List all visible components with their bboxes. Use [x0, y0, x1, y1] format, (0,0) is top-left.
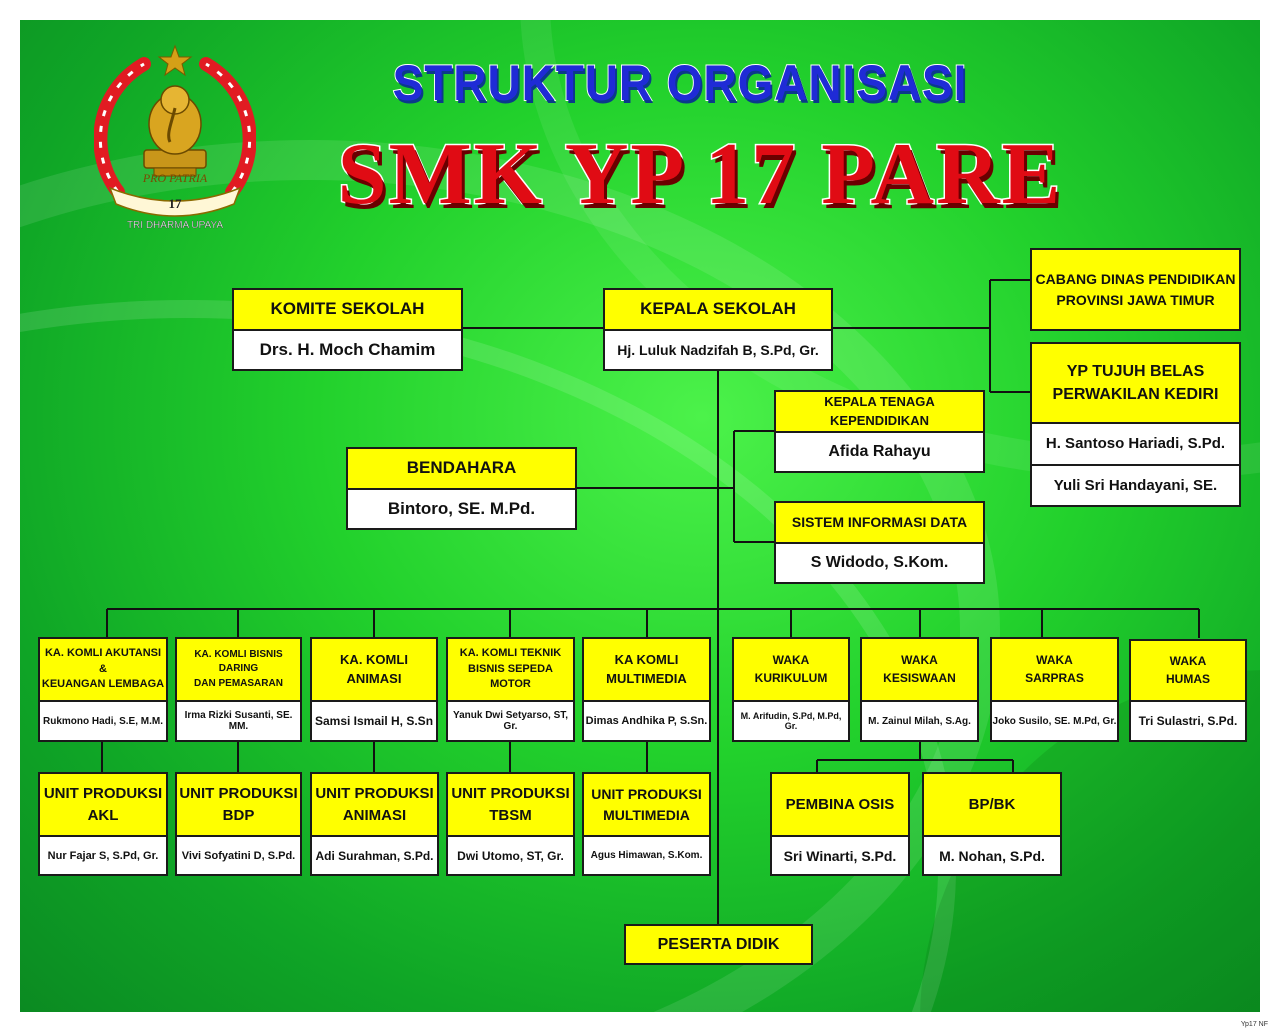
- tendik-title: KEPALA TENAGA KEPENDIDIKAN: [776, 392, 983, 433]
- box-bendahara: [346, 447, 577, 530]
- logo-top-text: PRO PATRIA: [142, 171, 208, 185]
- komli-tbsm-line1: KA. KOMLI TEKNIK: [459, 646, 562, 659]
- komli-animasi-name: Samsi Ismail H, S.Sn: [314, 714, 434, 728]
- komli-bdp-line2: DAN PEMASARAN: [194, 677, 283, 689]
- box-waka-kurikulum: [732, 637, 850, 742]
- kepala-title: KEPALA SEKOLAH: [605, 290, 831, 331]
- komli-akl-line1: KA. KOMLI AKUTANSI &: [44, 646, 162, 675]
- bendahara-name: Bintoro, SE. M.Pd.: [387, 499, 536, 518]
- credit-text: Yp17 NF: [1240, 1021, 1268, 1028]
- box-sistem-informasi: [774, 501, 985, 584]
- waka-kurikulum-line1: WAKA: [772, 653, 810, 668]
- pembina-name: Sri Winarti, S.Pd.: [783, 847, 897, 864]
- box-peserta-didik: [624, 924, 813, 965]
- waka-sarpras-name: Joko Susilo, SE. M.Pd, Gr.: [992, 715, 1117, 727]
- komli-akl-title: [40, 639, 166, 702]
- box-komli-akl: [38, 637, 168, 742]
- title-line-1: STRUKTUR ORGANISASI: [392, 55, 968, 111]
- yp-name-2: Yuli Sri Handayani, SE.: [1053, 476, 1218, 494]
- waka-humas-title: [1131, 641, 1245, 702]
- yp-title-line1: YP TUJUH BELAS: [1066, 362, 1205, 380]
- waka-kesiswaan-line1: WAKA: [901, 653, 938, 668]
- yp-title-line2: PERWAKILAN KEDIRI: [1052, 386, 1219, 403]
- unit-akl-name: Nur Fajar S, S.Pd, Gr.: [47, 849, 159, 862]
- komli-bdp-title: [177, 639, 300, 702]
- waka-sarpras-line2: SARPRAS: [1025, 670, 1084, 685]
- komli-mm-name: Dimas Andhika P, S.Sn.: [585, 715, 708, 727]
- box-waka-kesiswaan: [860, 637, 979, 742]
- komli-akl-name: Rukmono Hadi, S.E, M.M.: [42, 715, 163, 727]
- komli-animasi-line1: KA. KOMLI: [340, 651, 408, 667]
- bpbk-name: M. Nohan, S.Pd.: [939, 847, 1045, 864]
- peserta-title: PESERTA DIDIK: [626, 926, 811, 963]
- yp-name-1: H. Santoso Hariadi, S.Pd.: [1032, 424, 1239, 466]
- unit-tbsm-line2: TBSM: [489, 806, 532, 824]
- waka-sarpras-line1: WAKA: [1036, 653, 1073, 668]
- box-waka-humas: [1129, 639, 1247, 742]
- yp-title: [1032, 344, 1239, 424]
- waka-humas-name: Tri Sulastri, S.Pd.: [1138, 714, 1238, 728]
- waka-sarpras-title: [992, 639, 1117, 702]
- komite-name: Drs. H. Moch Chamim: [259, 340, 436, 359]
- box-komli-multimedia: [582, 637, 711, 742]
- waka-kurikulum-name: M. Arifudin, S.Pd, M.Pd, Gr.: [740, 711, 842, 731]
- waka-kesiswaan-name: M. Zainul Milah, S.Ag.: [868, 715, 971, 727]
- logo-number: 17: [168, 196, 182, 211]
- waka-kesiswaan-title: [862, 639, 977, 702]
- ganesha-emblem-icon: [144, 86, 206, 176]
- unit-mm-title: [584, 774, 709, 837]
- unit-tbsm-title: [448, 774, 573, 837]
- box-bp-bk: [922, 772, 1062, 876]
- unit-mm-line2: MULTIMEDIA: [603, 806, 690, 823]
- box-waka-sarpras: [990, 637, 1119, 742]
- star-icon: [159, 46, 191, 75]
- komite-title: KOMITE SEKOLAH: [234, 290, 461, 331]
- unit-animasi-line2: ANIMASI: [342, 806, 407, 824]
- box-unit-tbsm: [446, 772, 575, 876]
- komli-mm-title: [584, 639, 709, 702]
- waka-kurikulum-title: [734, 639, 848, 702]
- komli-animasi-line2: ANIMASI: [346, 670, 402, 686]
- pembina-title: PEMBINA OSIS: [772, 774, 908, 837]
- unit-akl-title: [40, 774, 166, 837]
- cabang-title-line2: PROVINSI JAWA TIMUR: [1056, 291, 1215, 308]
- unit-bdp-line1: UNIT PRODUKSI: [179, 784, 298, 802]
- box-cabang-dinas: [1030, 248, 1241, 331]
- komli-bdp-line1: KA. KOMLI BISNIS DARING: [194, 648, 283, 675]
- box-unit-bdp: [175, 772, 302, 876]
- cabang-title: [1032, 250, 1239, 329]
- waka-kesiswaan-line2: KESISWAAN: [883, 670, 956, 685]
- bpbk-title: BP/BK: [924, 774, 1060, 837]
- waka-humas-line1: WAKA: [1169, 654, 1207, 669]
- box-yp-tujuh-belas: [1030, 342, 1241, 507]
- unit-akl-line1: UNIT PRODUKSI: [43, 784, 163, 802]
- title-line-2: SMK YP 17 PARE: [337, 126, 1063, 223]
- box-unit-animasi: [310, 772, 439, 876]
- unit-animasi-line1: UNIT PRODUKSI: [315, 784, 434, 802]
- box-komli-animasi: [310, 637, 438, 742]
- box-kepala-tendik: [774, 390, 985, 473]
- unit-mm-name: Agus Himawan, S.Kom.: [590, 850, 703, 861]
- logo-bottom-text: TRI DHARMA UPAYA: [126, 220, 224, 231]
- komli-mm-line2: MULTIMEDIA: [606, 670, 687, 686]
- box-pembina-osis: [770, 772, 910, 876]
- org-chart-board: [20, 20, 1260, 1012]
- cabang-title-line1: CABANG DINAS PENDIDIKAN: [1035, 271, 1236, 288]
- unit-bdp-name: Vivi Sofyatini D, S.Pd.: [181, 849, 296, 862]
- tendik-name: Afida Rahayu: [828, 443, 931, 460]
- box-unit-akl: [38, 772, 168, 876]
- komli-akl-line2: KEUANGAN LEMBAGA: [41, 678, 165, 691]
- unit-akl-line2: AKL: [87, 806, 119, 824]
- komli-tbsm-title: [448, 639, 573, 702]
- unit-bdp-line2: BDP: [222, 806, 255, 824]
- waka-kurikulum-line2: KURIKULUM: [754, 670, 828, 685]
- unit-animasi-name: Adi Surahman, S.Pd.: [315, 848, 434, 863]
- komli-animasi-title: [312, 639, 436, 702]
- box-kepala-sekolah: [603, 288, 833, 371]
- komli-mm-line1: KA KOMLI: [614, 651, 679, 667]
- kepala-name: Hj. Luluk Nadzifah B, S.Pd, Gr.: [617, 342, 819, 358]
- waka-humas-line2: HUMAS: [1166, 671, 1210, 686]
- box-unit-multimedia: [582, 772, 711, 876]
- unit-bdp-title: [177, 774, 300, 837]
- sid-name: S Widodo, S.Kom.: [810, 554, 949, 571]
- unit-animasi-title: [312, 774, 437, 837]
- bendahara-title: BENDAHARA: [348, 449, 575, 490]
- box-komite: [232, 288, 463, 371]
- komli-bdp-name: Irma Rizki Susanti, SE. MM.: [184, 710, 293, 732]
- unit-tbsm-line1: UNIT PRODUKSI: [451, 784, 570, 802]
- school-logo: [94, 42, 256, 232]
- box-komli-tbsm: [446, 637, 575, 742]
- komli-tbsm-line2: BISNIS SEPEDA MOTOR: [468, 662, 553, 691]
- sid-title: SISTEM INFORMASI DATA: [776, 503, 983, 544]
- box-komli-bdp: [175, 637, 302, 742]
- unit-mm-line1: UNIT PRODUKSI: [591, 786, 702, 803]
- unit-tbsm-name: Dwi Utomo, ST, Gr.: [457, 848, 564, 863]
- komli-tbsm-name: Yanuk Dwi Setyarso, ST, Gr.: [452, 710, 569, 732]
